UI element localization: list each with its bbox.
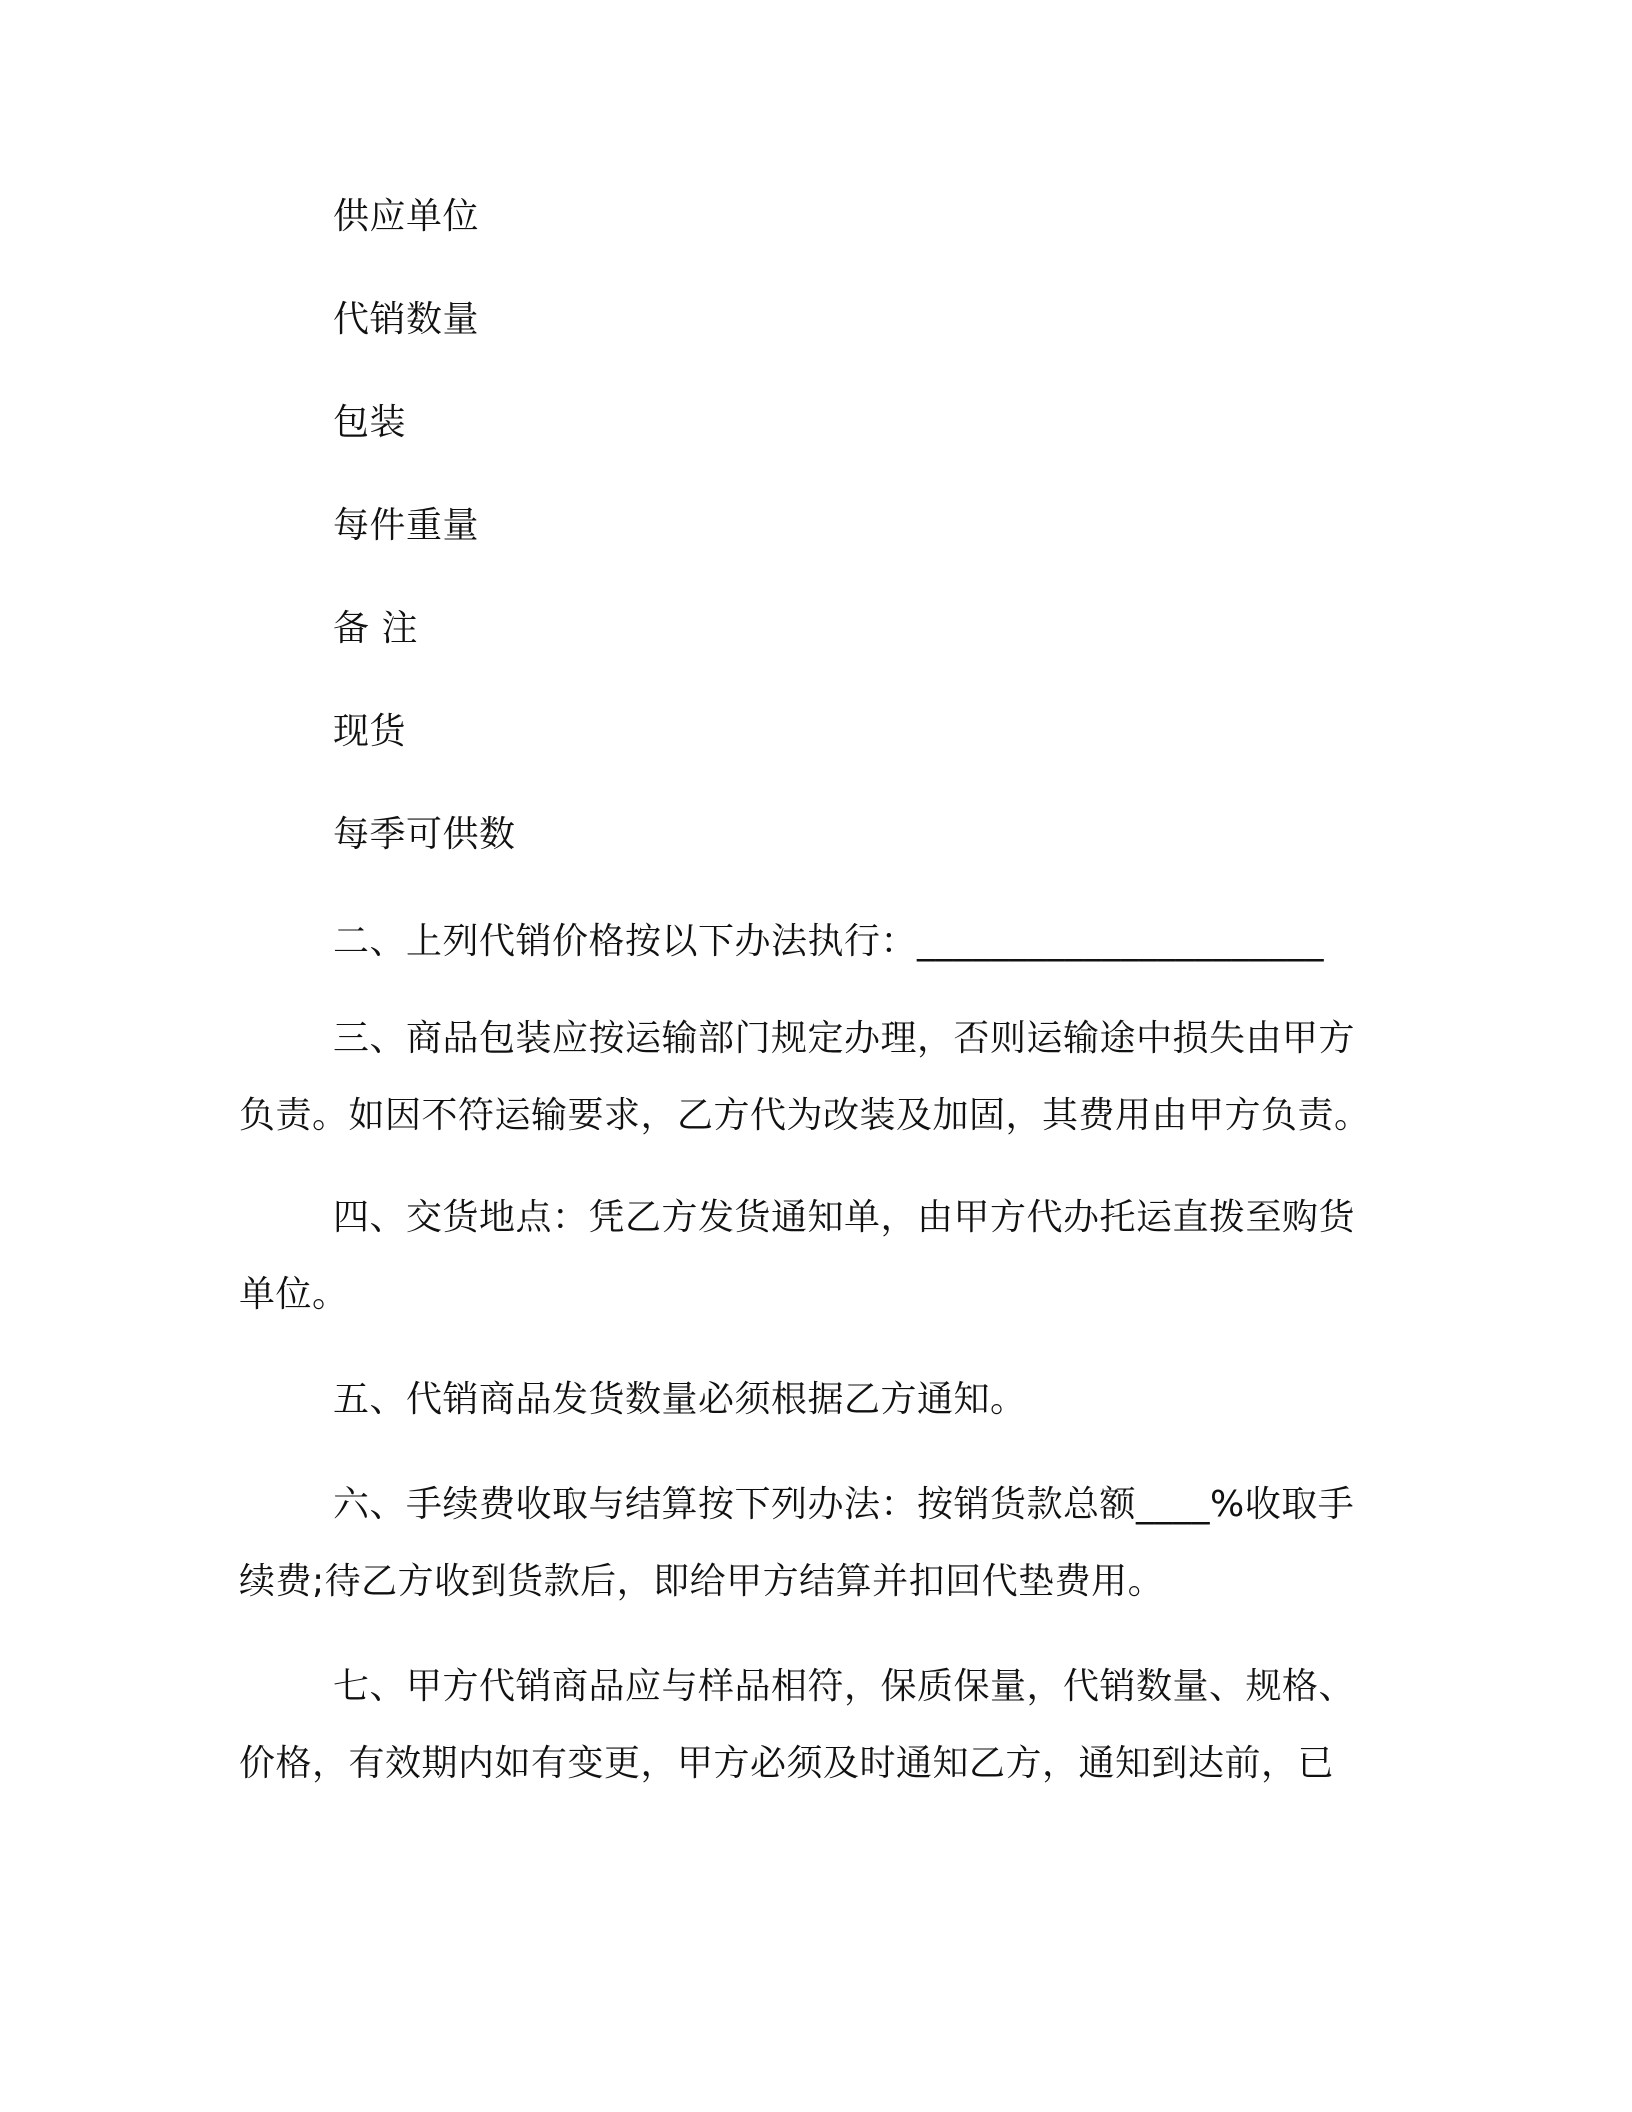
field-packaging: 包装: [333, 402, 407, 443]
field-seasonal-supply: 每季可供数: [333, 814, 516, 855]
field-weight-per-piece: 每件重量: [333, 505, 480, 546]
clause-6-line-1: 六、手续费收取与结算按下列办法：按销货款总额____%收取手: [333, 1484, 1355, 1525]
clause-7-line-1: 七、甲方代销商品应与样品相符，保质保量，代销数量、规格、: [333, 1666, 1356, 1707]
clause-4-line-1: 四、交货地点：凭乙方发货通知单，由甲方代办托运直拨至购货: [333, 1197, 1356, 1238]
clause-3-line-2: 负责。如因不符运输要求，乙方代为改装及加固，其费用由甲方负责。: [239, 1095, 1371, 1136]
field-supplier: 供应单位: [333, 196, 480, 237]
field-remarks: 备 注: [333, 608, 418, 649]
clause-6-line-2: 续费;待乙方收到货款后，即给甲方结算并扣回代垫费用。: [239, 1561, 1165, 1602]
field-in-stock: 现货: [333, 711, 407, 752]
field-consignment-quantity: 代销数量: [333, 299, 480, 340]
clause-4-line-2: 单位。: [239, 1274, 349, 1315]
clause-3-line-1: 三、商品包装应按运输部门规定办理，否则运输途中损失由甲方: [333, 1018, 1356, 1059]
clause-7-line-2: 价格，有效期内如有变更，甲方必须及时通知乙方，通知到达前，已: [239, 1743, 1335, 1784]
clause-5-line-1: 五、代销商品发货数量必须根据乙方通知。: [333, 1379, 1027, 1420]
clause-2-line-1: 二、上列代销价格按以下办法执行：______________________: [333, 921, 1325, 962]
